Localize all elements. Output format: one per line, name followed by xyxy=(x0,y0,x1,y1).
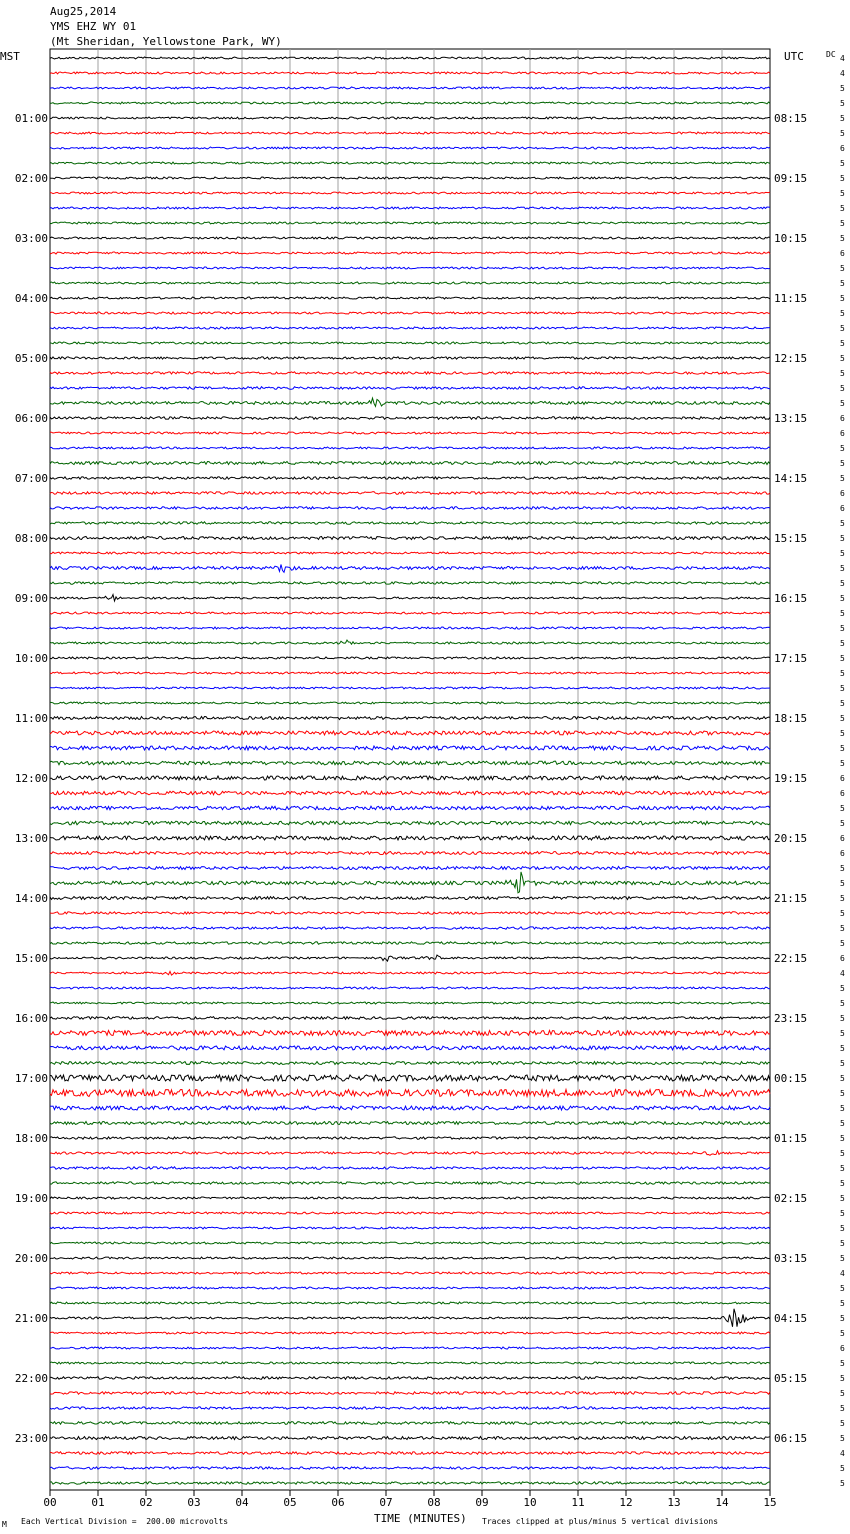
seismic-trace xyxy=(50,387,770,390)
dc-offset-label: 6 xyxy=(840,489,845,498)
seismic-trace xyxy=(50,627,770,629)
dc-offset-label: 5 xyxy=(840,354,845,363)
right-time-label: 04:15 xyxy=(774,1312,808,1325)
dc-offset-label: 5 xyxy=(840,264,845,273)
dc-offset-label: 5 xyxy=(840,1284,845,1293)
dc-offset-label: 5 xyxy=(840,444,845,453)
seismic-trace xyxy=(50,132,770,134)
dc-offset-label: 5 xyxy=(840,1119,845,1128)
seismic-trace xyxy=(50,192,770,194)
clip-note: Traces clipped at plus/minus 5 vertical divisions xyxy=(482,1517,719,1526)
seismic-trace xyxy=(50,492,770,495)
dc-offset-label: 5 xyxy=(840,864,845,873)
right-time-label: 06:15 xyxy=(774,1432,808,1445)
dc-offset-label: 4 xyxy=(840,969,845,978)
plot-frame xyxy=(50,49,770,1490)
dc-offset-header: DC xyxy=(826,50,836,59)
left-time-label: 01:00 xyxy=(14,112,48,125)
dc-offset-label: 5 xyxy=(840,1224,845,1233)
dc-offset-label: 5 xyxy=(840,1104,845,1113)
seismic-trace xyxy=(50,971,770,975)
seismic-trace xyxy=(50,806,770,810)
left-time-label: 16:00 xyxy=(14,1012,48,1025)
dc-offset-label: 6 xyxy=(840,1344,845,1353)
x-tick-label: 08 xyxy=(427,1496,441,1509)
dc-offset-label: 5 xyxy=(840,654,845,663)
x-tick-label: 09 xyxy=(475,1496,489,1509)
seismic-trace xyxy=(50,147,770,149)
seismic-trace xyxy=(50,1242,770,1244)
dc-offset-label: 5 xyxy=(840,1254,845,1263)
seismic-trace xyxy=(50,507,770,510)
dc-offset-label: 5 xyxy=(840,669,845,678)
dc-offset-label: 5 xyxy=(840,984,845,993)
left-time-label: 18:00 xyxy=(14,1132,48,1145)
dc-offset-label: 5 xyxy=(840,369,845,378)
seismic-trace xyxy=(50,372,770,374)
dc-offset-label: 5 xyxy=(840,474,845,483)
dc-offset-label: 5 xyxy=(840,879,845,888)
seismic-trace xyxy=(50,1002,770,1004)
right-time-label: 13:15 xyxy=(774,412,808,425)
dc-offset-label: 5 xyxy=(840,279,845,288)
seismic-trace xyxy=(50,761,770,765)
right-time-label: 22:15 xyxy=(774,952,808,965)
seismic-trace xyxy=(50,282,770,284)
dc-offset-label: 5 xyxy=(840,1044,845,1053)
seismic-trace xyxy=(50,222,770,224)
right-time-label: 20:15 xyxy=(774,832,808,845)
left-time-label: 13:00 xyxy=(14,832,48,845)
dc-offset-label: 5 xyxy=(840,699,845,708)
seismic-trace xyxy=(50,1017,770,1020)
seismic-trace xyxy=(50,927,770,929)
left-time-label: 11:00 xyxy=(14,712,48,725)
dc-offset-label: 6 xyxy=(840,834,845,843)
x-tick-label: 05 xyxy=(283,1496,297,1509)
dc-offset-label: 5 xyxy=(840,939,845,948)
seismic-trace xyxy=(50,1197,770,1199)
left-time-label: 20:00 xyxy=(14,1252,48,1265)
right-time-label: 17:15 xyxy=(774,652,808,665)
seismic-trace xyxy=(50,1182,770,1184)
dc-offset-label: 5 xyxy=(840,84,845,93)
right-time-label: 08:15 xyxy=(774,112,808,125)
seismic-trace xyxy=(50,955,770,961)
left-time-label: 05:00 xyxy=(14,352,48,365)
right-time-label: 03:15 xyxy=(774,1252,808,1265)
seismic-trace xyxy=(50,640,770,644)
left-time-label: 21:00 xyxy=(14,1312,48,1325)
dc-offset-label: 5 xyxy=(840,1074,845,1083)
seismic-trace xyxy=(50,447,770,449)
seismic-trace xyxy=(50,1062,770,1065)
seismic-trace xyxy=(50,821,770,825)
dc-offset-label: 5 xyxy=(840,999,845,1008)
right-time-label: 19:15 xyxy=(774,772,808,785)
left-time-label: 07:00 xyxy=(14,472,48,485)
x-tick-label: 10 xyxy=(523,1496,537,1509)
right-time-label: 02:15 xyxy=(774,1192,808,1205)
seismic-trace xyxy=(50,657,770,659)
x-axis-title: TIME (MINUTES) xyxy=(374,1512,467,1525)
dc-offset-label: 5 xyxy=(840,384,845,393)
seismic-trace xyxy=(50,852,770,855)
dc-offset-label: 5 xyxy=(840,1329,845,1338)
dc-offset-label: 5 xyxy=(840,639,845,648)
right-time-label: 01:15 xyxy=(774,1132,808,1145)
right-time-label: 15:15 xyxy=(774,532,808,545)
x-tick-label: 13 xyxy=(667,1496,681,1509)
seismic-trace xyxy=(50,72,770,74)
x-tick-label: 06 xyxy=(331,1496,345,1509)
x-tick-label: 07 xyxy=(379,1496,393,1509)
dc-offset-label: 5 xyxy=(840,1164,845,1173)
dc-offset-label: 5 xyxy=(840,174,845,183)
dc-offset-label: 5 xyxy=(840,1419,845,1428)
dc-offset-label: 5 xyxy=(840,1089,845,1098)
seismic-trace xyxy=(50,1046,770,1050)
seismic-trace xyxy=(50,207,770,209)
seismic-trace xyxy=(50,1407,770,1409)
x-tick-label: 04 xyxy=(235,1496,249,1509)
dc-offset-label: 5 xyxy=(840,459,845,468)
x-tick-label: 02 xyxy=(139,1496,153,1509)
seismic-trace xyxy=(50,687,770,689)
seismic-trace xyxy=(50,1075,770,1081)
dc-offset-label: 5 xyxy=(840,339,845,348)
seismic-trace xyxy=(50,357,770,359)
dc-offset-label: 5 xyxy=(840,1299,845,1308)
seismic-trace xyxy=(50,252,770,254)
dc-offset-label: 6 xyxy=(840,774,845,783)
dc-offset-label: 5 xyxy=(840,159,845,168)
dc-offset-label: 4 xyxy=(840,54,845,63)
seismic-trace xyxy=(50,1257,770,1259)
dc-offset-label: 5 xyxy=(840,324,845,333)
left-time-label: 14:00 xyxy=(14,892,48,905)
corner-mark: M xyxy=(2,1520,7,1529)
seismic-trace xyxy=(50,776,770,780)
right-timezone-label: UTC xyxy=(784,50,804,63)
dc-offset-label: 5 xyxy=(840,204,845,213)
seismic-trace xyxy=(50,1272,770,1274)
seismic-trace xyxy=(50,1362,770,1364)
dc-offset-label: 5 xyxy=(840,819,845,828)
dc-offset-label: 5 xyxy=(840,1374,845,1383)
seismic-trace xyxy=(50,312,770,314)
dc-offset-label: 6 xyxy=(840,849,845,858)
dc-offset-label: 5 xyxy=(840,759,845,768)
right-time-label: 00:15 xyxy=(774,1072,808,1085)
seismic-trace xyxy=(50,942,770,944)
seismic-trace xyxy=(50,1467,770,1469)
seismic-trace xyxy=(50,672,770,674)
seismic-trace xyxy=(50,702,770,704)
dc-offset-label: 5 xyxy=(840,234,845,243)
seismic-trace xyxy=(50,432,770,434)
x-tick-label: 14 xyxy=(715,1496,729,1509)
seismic-trace xyxy=(50,1482,770,1484)
dc-offset-label: 5 xyxy=(840,804,845,813)
right-time-label: 10:15 xyxy=(774,232,808,245)
seismic-trace xyxy=(50,1212,770,1214)
left-time-label: 17:00 xyxy=(14,1072,48,1085)
dc-offset-label: 5 xyxy=(840,1014,845,1023)
seismic-trace xyxy=(50,1137,770,1139)
dc-offset-label: 5 xyxy=(840,744,845,753)
left-time-label: 03:00 xyxy=(14,232,48,245)
dc-offset-label: 5 xyxy=(840,624,845,633)
seismic-trace xyxy=(50,1332,770,1334)
seismic-trace xyxy=(50,522,770,524)
dc-offset-label: 5 xyxy=(840,99,845,108)
dc-offset-label: 5 xyxy=(840,399,845,408)
left-time-label: 10:00 xyxy=(14,652,48,665)
dc-offset-label: 5 xyxy=(840,1404,845,1413)
left-time-label: 08:00 xyxy=(14,532,48,545)
seismic-trace xyxy=(50,1031,770,1036)
left-time-label: 09:00 xyxy=(14,592,48,605)
station-location: (Mt Sheridan, Yellowstone Park, WY) xyxy=(50,35,282,48)
left-time-label: 06:00 xyxy=(14,412,48,425)
seismic-trace xyxy=(50,1106,770,1110)
seismic-trace xyxy=(50,1227,770,1229)
dc-offset-label: 5 xyxy=(840,684,845,693)
seismic-trace xyxy=(50,872,770,893)
right-time-label: 23:15 xyxy=(774,1012,808,1025)
right-time-label: 05:15 xyxy=(774,1372,808,1385)
dc-offset-label: 5 xyxy=(840,894,845,903)
dc-offset-label: 5 xyxy=(840,924,845,933)
seismic-trace xyxy=(50,1377,770,1380)
right-time-label: 12:15 xyxy=(774,352,808,365)
dc-offset-label: 5 xyxy=(840,564,845,573)
left-time-label: 23:00 xyxy=(14,1432,48,1445)
seismic-trace xyxy=(50,565,770,573)
x-tick-label: 00 xyxy=(43,1496,57,1509)
seismic-trace xyxy=(50,87,770,89)
dc-offset-label: 5 xyxy=(840,1209,845,1218)
dc-offset-label: 6 xyxy=(840,954,845,963)
seismic-trace xyxy=(50,1090,770,1097)
seismic-trace xyxy=(50,1151,770,1156)
dc-offset-label: 5 xyxy=(840,1149,845,1158)
x-tick-label: 03 xyxy=(187,1496,201,1509)
right-time-label: 09:15 xyxy=(774,172,808,185)
right-time-label: 11:15 xyxy=(774,292,808,305)
dc-offset-label: 5 xyxy=(840,1059,845,1068)
dc-offset-label: 6 xyxy=(840,429,845,438)
recording-date: Aug25,2014 xyxy=(50,5,117,18)
seismic-trace xyxy=(50,537,770,540)
dc-offset-label: 5 xyxy=(840,1314,845,1323)
left-time-label: 12:00 xyxy=(14,772,48,785)
seismic-trace xyxy=(50,1437,770,1440)
dc-offset-label: 4 xyxy=(840,69,845,78)
dc-offset-label: 4 xyxy=(840,1269,845,1278)
dc-offset-label: 5 xyxy=(840,579,845,588)
left-time-label: 15:00 xyxy=(14,952,48,965)
seismic-trace xyxy=(50,462,770,465)
seismic-trace xyxy=(50,912,770,914)
dc-offset-label: 5 xyxy=(840,1179,845,1188)
x-tick-label: 15 xyxy=(763,1496,777,1509)
seismic-trace xyxy=(50,612,770,614)
dc-offset-label: 5 xyxy=(840,294,845,303)
vertical-scale-note: Each Vertical Division = 200.00 microvolts xyxy=(21,1517,229,1526)
seismic-trace xyxy=(50,102,770,104)
seismic-trace xyxy=(50,1452,770,1455)
right-time-label: 14:15 xyxy=(774,472,808,485)
seismic-trace xyxy=(50,1302,770,1304)
dc-offset-label: 5 xyxy=(840,729,845,738)
dc-offset-label: 5 xyxy=(840,189,845,198)
seismic-trace xyxy=(50,987,770,989)
seismic-trace xyxy=(50,57,770,59)
dc-offset-label: 6 xyxy=(840,414,845,423)
seismic-trace xyxy=(50,1392,770,1395)
dc-offset-label: 5 xyxy=(840,114,845,123)
seismic-trace xyxy=(50,477,770,479)
x-tick-label: 12 xyxy=(619,1496,633,1509)
seismic-trace xyxy=(50,1287,770,1289)
seismic-trace xyxy=(50,1422,770,1425)
seismic-trace xyxy=(50,731,770,735)
dc-offset-label: 5 xyxy=(840,549,845,558)
seismic-trace xyxy=(50,327,770,329)
dc-offset-label: 5 xyxy=(840,1194,845,1203)
dc-offset-label: 6 xyxy=(840,504,845,513)
dc-offset-label: 5 xyxy=(840,309,845,318)
dc-offset-label: 5 xyxy=(840,609,845,618)
left-time-label: 22:00 xyxy=(14,1372,48,1385)
station-code: YMS EHZ WY 01 xyxy=(50,20,137,33)
dc-offset-label: 5 xyxy=(840,909,845,918)
x-tick-label: 11 xyxy=(571,1496,585,1509)
dc-offset-label: 6 xyxy=(840,789,845,798)
dc-offset-label: 6 xyxy=(840,144,845,153)
seismic-trace xyxy=(50,398,770,406)
seismic-trace xyxy=(50,177,770,179)
seismic-trace xyxy=(50,267,770,269)
dc-offset-label: 5 xyxy=(840,1134,845,1143)
seismic-trace xyxy=(50,582,770,584)
seismic-trace xyxy=(50,1122,770,1125)
right-time-label: 18:15 xyxy=(774,712,808,725)
seismic-trace xyxy=(50,342,770,344)
left-time-label: 02:00 xyxy=(14,172,48,185)
seismic-trace xyxy=(50,552,770,554)
seismic-trace xyxy=(50,897,770,900)
dc-offset-label: 5 xyxy=(840,594,845,603)
right-time-label: 21:15 xyxy=(774,892,808,905)
dc-offset-label: 6 xyxy=(840,249,845,258)
dc-offset-label: 4 xyxy=(840,1449,845,1458)
dc-offset-label: 5 xyxy=(840,714,845,723)
seismic-trace xyxy=(50,297,770,299)
right-time-label: 16:15 xyxy=(774,592,808,605)
dc-offset-label: 5 xyxy=(840,1464,845,1473)
left-time-label: 04:00 xyxy=(14,292,48,305)
dc-offset-label: 5 xyxy=(840,219,845,228)
seismic-trace xyxy=(50,117,770,119)
seismic-trace xyxy=(50,717,770,720)
dc-offset-label: 5 xyxy=(840,519,845,528)
x-tick-label: 01 xyxy=(91,1496,105,1509)
seismic-trace xyxy=(50,791,770,795)
dc-offset-label: 5 xyxy=(840,1359,845,1368)
seismic-trace xyxy=(50,162,770,164)
seismic-trace xyxy=(50,1167,770,1169)
seismic-trace xyxy=(50,867,770,870)
left-timezone-label: MST xyxy=(0,50,20,63)
seismic-trace xyxy=(50,1347,770,1349)
seismic-trace xyxy=(50,237,770,239)
seismic-trace xyxy=(50,417,770,420)
dc-offset-label: 5 xyxy=(840,1239,845,1248)
dc-offset-label: 5 xyxy=(840,534,845,543)
dc-offset-label: 5 xyxy=(840,129,845,138)
dc-offset-label: 5 xyxy=(840,1029,845,1038)
seismic-trace xyxy=(50,595,770,601)
seismic-trace xyxy=(50,746,770,750)
seismic-trace xyxy=(50,1309,770,1327)
seismic-trace xyxy=(50,836,770,840)
dc-offset-label: 5 xyxy=(840,1479,845,1488)
dc-offset-label: 5 xyxy=(840,1389,845,1398)
left-time-label: 19:00 xyxy=(14,1192,48,1205)
dc-offset-label: 5 xyxy=(840,1434,845,1443)
